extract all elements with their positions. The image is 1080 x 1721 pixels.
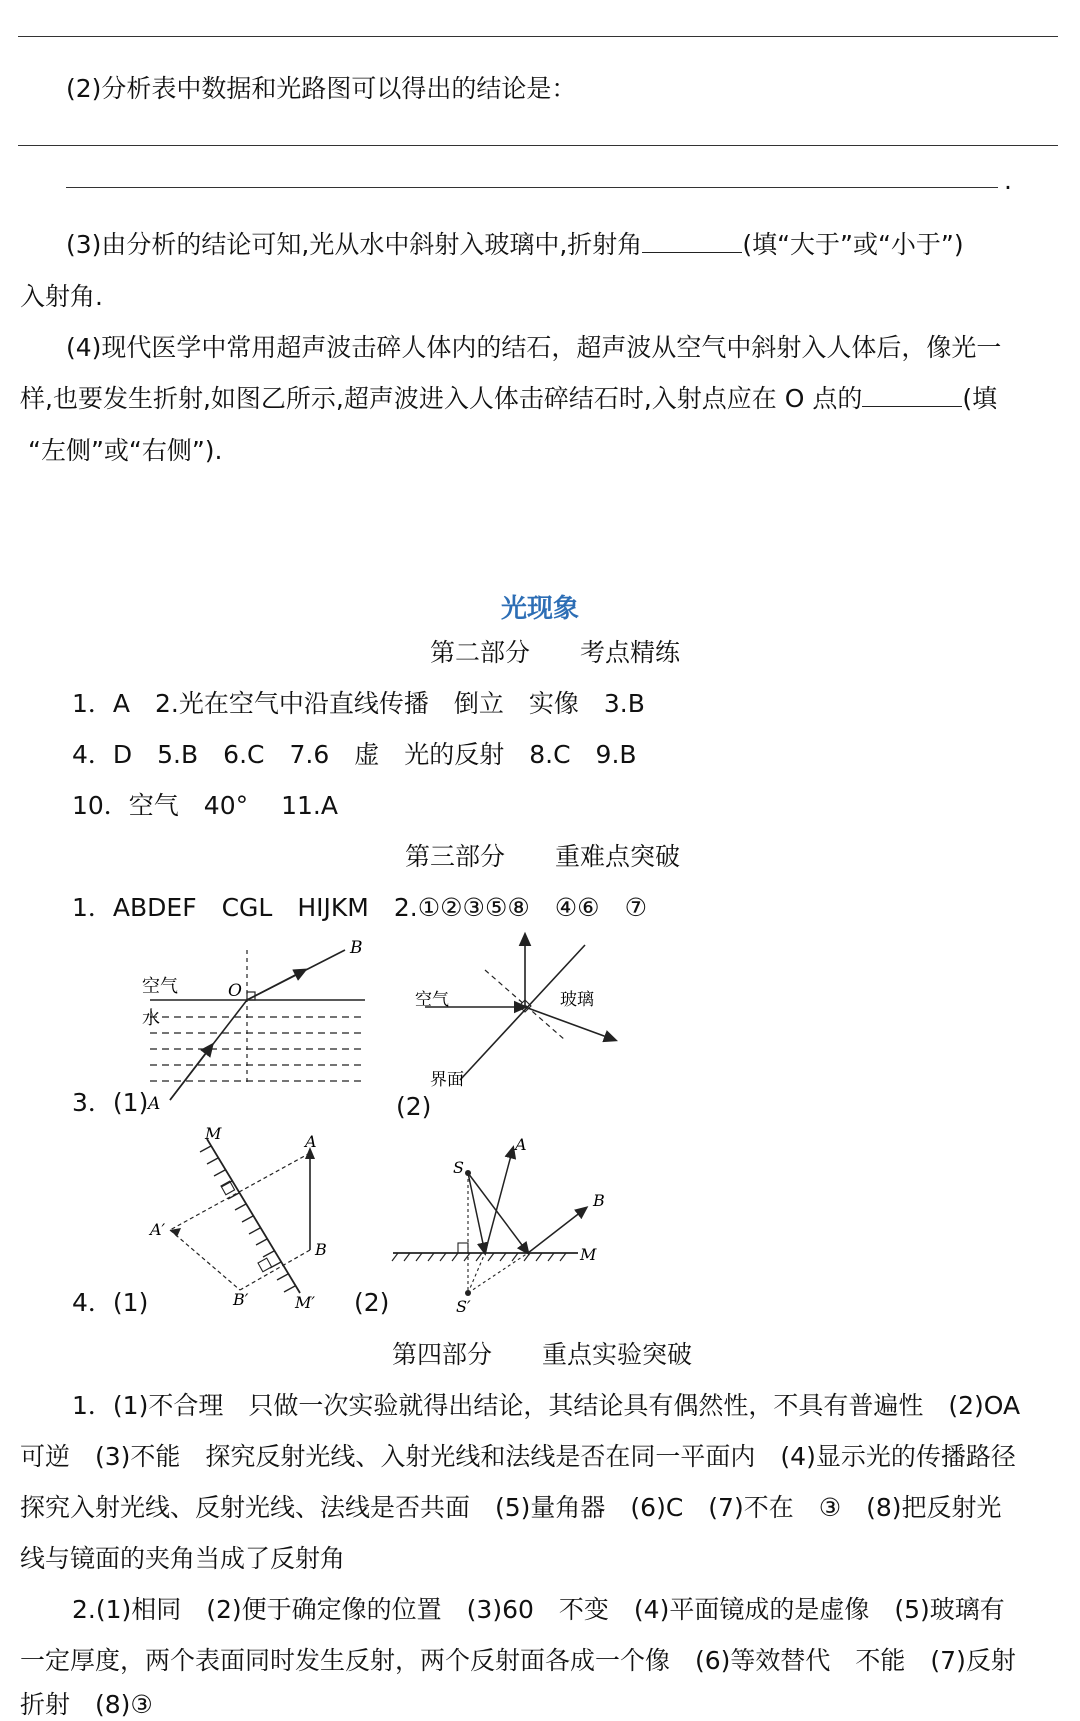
label-B-prime: B′	[233, 1290, 249, 1309]
dash-extension-1	[468, 1253, 485, 1293]
part2-heading: 第二部分 考点精练	[430, 638, 681, 667]
part2-line1: 1．A 2.光在空气中沿直线传播 倒立 实像 3.B	[72, 689, 645, 718]
question-4-line2	[20, 384, 997, 414]
answer-line-end: .	[1004, 166, 1012, 195]
label-M: M	[580, 1245, 597, 1264]
question-3-text-b: (填“大于”或“小于”)	[742, 230, 964, 259]
label-air: 空气	[142, 976, 178, 997]
part4-p1-line2: 可逆 (3)不能 探究反射光线、入射光线和法线是否在同一平面内 (4)显示光的传播路径	[20, 1442, 1016, 1471]
q4-label-1: 4．(1)	[72, 1288, 149, 1317]
part2-line3: 10．空气 40° 11.A	[72, 791, 338, 820]
label-A: A	[515, 1135, 527, 1154]
right-angle-mark-2	[258, 1258, 272, 1272]
question-3	[66, 230, 964, 260]
mirror-hatching	[392, 1253, 566, 1261]
label-M-prime: M′	[295, 1293, 316, 1310]
part4-p1-line4: 线与镜面的夹角当成了反射角	[20, 1544, 346, 1573]
label-S: S	[453, 1158, 464, 1177]
fill-blank-q4[interactable]	[862, 384, 962, 407]
top-rule	[18, 36, 1058, 37]
refracted-ray	[525, 1007, 615, 1040]
part3-line1: 1．ABDEF CGL HIJKM 2.①②③⑤⑧ ④⑥ ⑦	[72, 893, 648, 922]
label-O: O	[228, 981, 242, 1001]
label-A: A	[305, 1132, 317, 1151]
answers-title: 光现象	[500, 594, 579, 624]
reflected-ray-B	[528, 1208, 586, 1253]
interface-line	[460, 945, 585, 1080]
question-4-text-a: 样,也要发生折射,如图乙所示,超声波进入人体击碎结石时,入射点应在 O 点的	[20, 384, 863, 413]
part4-p2-line3: 折射 (8)③	[20, 1690, 153, 1719]
part4-p2-line1: 2.(1)相同 (2)便于确定像的位置 (3)60 不变 (4)平面镜成的是虚像 (5)玻璃有	[72, 1595, 1005, 1624]
water-dash-lines	[150, 1017, 365, 1081]
part4-p2-line2: 一定厚度，两个表面同时发生反射，两个反射面各成一个像 (6)等效替代 不能 (7)反射	[20, 1646, 1016, 1675]
label-B: B	[593, 1191, 605, 1210]
figure-3-1-refraction-water-air	[140, 935, 380, 1110]
question-3-line2: 入射角.	[20, 282, 103, 311]
figure-3-2-air-glass	[415, 915, 625, 1090]
part3-heading: 第三部分 重难点突破	[405, 842, 681, 871]
mirror-line	[207, 1139, 300, 1293]
question-3-text-a: (3)由分析的结论可知,光从水中斜射入玻璃中,折射角	[66, 230, 643, 259]
label-M: M	[205, 1125, 222, 1143]
question-2: (2)分析表中数据和光路图可以得出的结论是：	[66, 74, 577, 103]
right-angle-mark	[458, 1243, 468, 1253]
fill-blank-q3[interactable]	[642, 230, 742, 253]
label-interface: 界面	[430, 1070, 464, 1090]
dash-A-Aprime	[170, 1153, 310, 1230]
label-B: B	[315, 1240, 327, 1259]
q3-label-2: (2)	[396, 1092, 432, 1121]
figure-4-2-point-source	[388, 1128, 628, 1313]
label-A: A	[148, 1094, 161, 1110]
dash-B-Bprime	[240, 1250, 310, 1290]
image-AB-prime	[170, 1230, 240, 1290]
figure-4-1-mirror-image	[145, 1125, 345, 1310]
label-air: 空气	[415, 990, 449, 1010]
label-glass: 玻璃	[560, 990, 594, 1010]
label-A-prime: A′	[150, 1220, 166, 1239]
mirror-hatching	[200, 1146, 295, 1292]
part4-heading: 第四部分 重点实验突破	[392, 1340, 693, 1369]
answer-line-1	[18, 145, 1058, 146]
question-4-line1: (4)现代医学中常用超声波击碎人体内的结石，超声波从空气中斜射入人体后，像光一	[66, 333, 1002, 362]
part4-p1-line1: 1．(1)不合理 只做一次实验就得出结论，其结论具有偶然性，不具有普遍性 (2)OA	[72, 1391, 1021, 1420]
label-S-prime: S′	[456, 1297, 471, 1313]
label-water: 水	[142, 1008, 160, 1029]
label-B: B	[350, 938, 363, 958]
q4-label-2: (2)	[354, 1288, 390, 1317]
part4-p1-line3: 探究入射光线、反射光线、法线是否共面 (5)量角器 (6)C (7)不在 ③ (8)把反射光	[20, 1493, 1002, 1522]
part2-line2: 4．D 5.B 6.C 7.6 虚 光的反射 8.C 9.B	[72, 740, 637, 769]
answer-line-2	[66, 187, 998, 188]
question-4-line3: “左侧”或“右侧”).	[28, 436, 223, 465]
q3-label-1: 3．(1)	[72, 1088, 149, 1117]
question-4-text-b: (填	[962, 384, 998, 413]
